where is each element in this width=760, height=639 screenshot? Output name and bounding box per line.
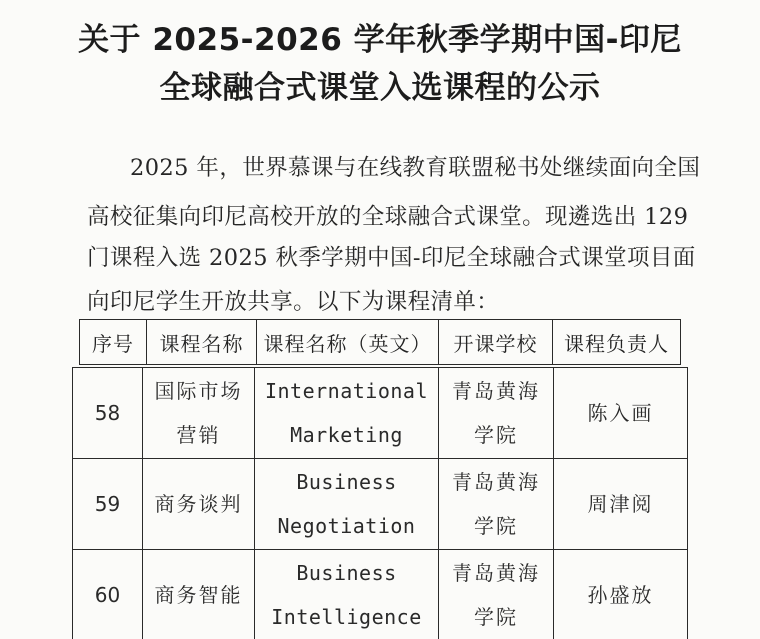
course-name-en: Business Negotiation <box>255 459 439 550</box>
course-table-header <box>79 319 681 365</box>
header-school: 开课学校 <box>439 320 553 365</box>
course-table-body <box>72 367 688 639</box>
school-name: 青岛黄海 学院 <box>439 459 554 550</box>
table-header-row <box>80 320 681 365</box>
course-lead: 孙盛放 <box>554 550 688 639</box>
header-course-name-en: 课程名称（英文） <box>257 320 439 365</box>
paragraph-line-3: 门课程入选 2025 秋季学期中国-印尼全球融合式课堂项目面 <box>87 245 696 271</box>
course-name-cn: 商务智能 <box>143 550 255 639</box>
course-name-cn: 商务谈判 <box>143 459 255 550</box>
document-title-line-2: 全球融合式课堂入选课程的公示 <box>159 70 601 106</box>
table-row <box>73 459 688 550</box>
paragraph-line-1: 2025 年，世界慕课与在线教育联盟秘书处继续面向全国 <box>130 155 701 181</box>
paragraph-line-2: 高校征集向印尼高校开放的全球融合式课堂。现遴选出 129 <box>87 204 689 230</box>
row-number: 58 <box>73 368 143 459</box>
row-number: 59 <box>73 459 143 550</box>
school-name: 青岛黄海 学院 <box>439 550 554 639</box>
paragraph-line-4: 向印尼学生开放共享。以下为课程清单： <box>87 289 500 315</box>
table-row <box>73 368 688 459</box>
document-title-line-1: 关于 2025-2026 学年秋季学期中国-印尼 <box>78 22 682 58</box>
course-lead: 周津阅 <box>554 459 688 550</box>
row-number: 60 <box>73 550 143 639</box>
header-course-name-cn: 课程名称 <box>147 320 257 365</box>
course-name-en: International Marketing <box>255 368 439 459</box>
course-name-cn: 国际市场 营销 <box>143 368 255 459</box>
header-course-lead: 课程负责人 <box>553 320 681 365</box>
header-number: 序号 <box>80 320 147 365</box>
school-name: 青岛黄海 学院 <box>439 368 554 459</box>
course-name-en: Business Intelligence <box>255 550 439 639</box>
table-row <box>73 550 688 639</box>
course-lead: 陈入画 <box>554 368 688 459</box>
